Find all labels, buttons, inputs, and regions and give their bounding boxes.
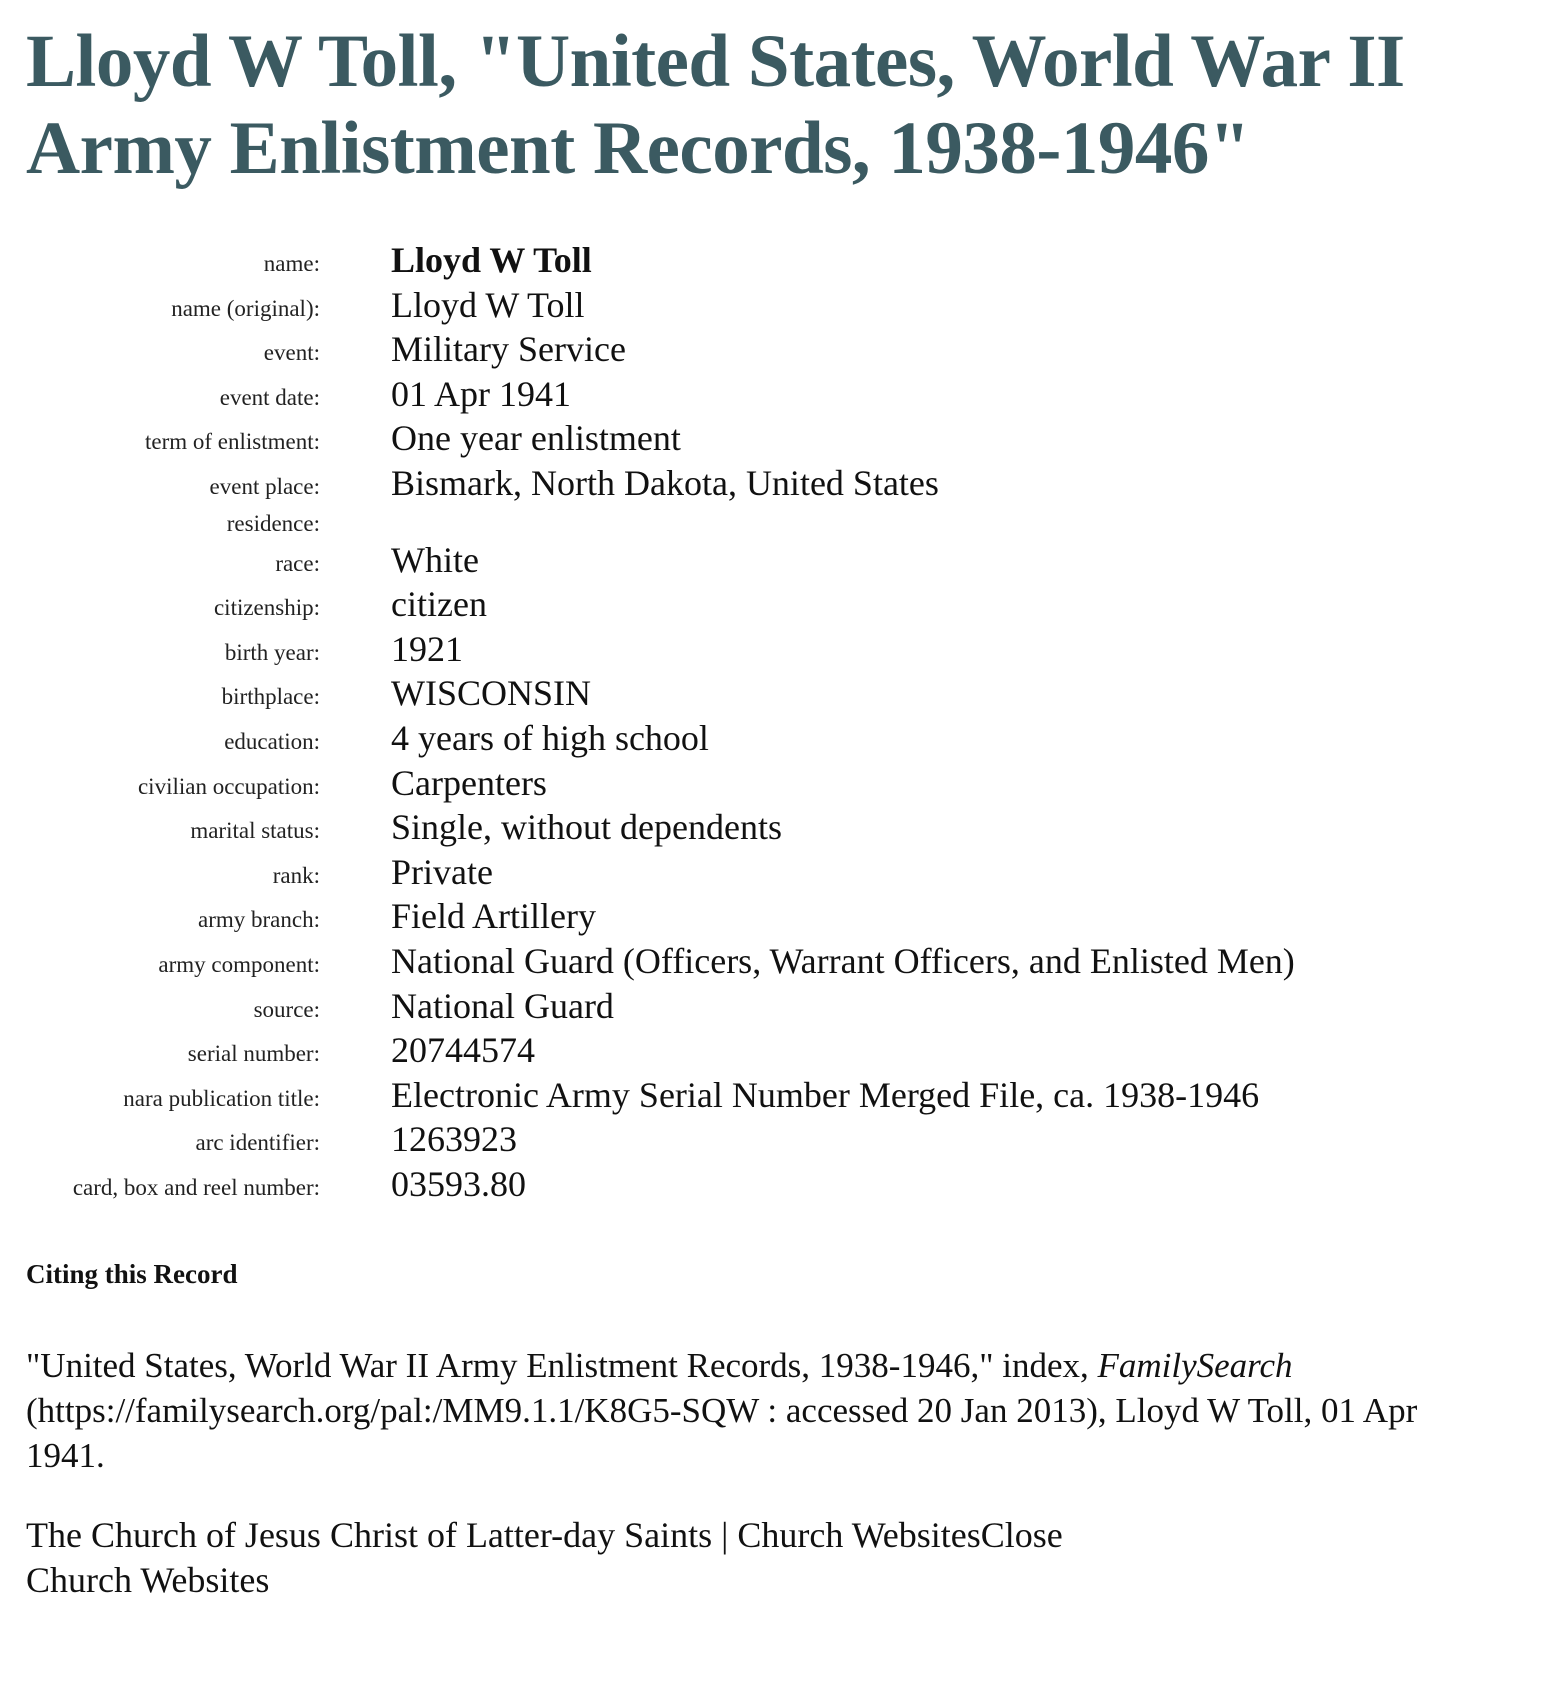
field-row-birthplace [0,672,1500,717]
field-value: National Guard (Officers, Warrant Officers, and Enlisted Men) [391,940,1295,981]
field-label: nara publication title: [123,1085,320,1111]
field-value: National Guard [391,985,614,1026]
field-label: civilian occupation: [137,773,320,799]
field-value: White [391,539,479,580]
field-value: 1263923 [391,1119,517,1160]
field-row-education [0,717,1500,762]
field-value: Lloyd W Toll [391,240,592,280]
citation-text-before: "United States, World War II Army Enlistment Records, 1938-1946," index, [26,1346,1098,1385]
field-value: Lloyd W Toll [391,284,585,325]
field-row-card-box-reel-number [0,1163,1500,1208]
field-label: residence: [226,510,320,536]
field-value: 4 years of high school [391,717,709,758]
field-row-race [0,539,1500,584]
church-websites-link[interactable]: Church Websites [737,1515,981,1555]
field-label: education: [224,728,320,754]
field-value: Private [391,851,493,892]
field-label: event date: [219,384,320,410]
field-label: race: [275,550,320,576]
field-row-birth-year [0,628,1500,673]
page-title: Lloyd W Toll, "United States, World War II Army Enlistment Records, 1938-1946" [26,20,1405,190]
field-label: marital status: [190,818,320,844]
field-row-source [0,985,1500,1030]
field-value: 01 Apr 1941 [391,373,571,414]
field-label: army component: [158,951,320,977]
field-row-nara-publication-title [0,1074,1500,1119]
field-value: Single, without dependents [391,807,782,848]
field-label: rank: [272,862,320,888]
field-label: arc identifier: [195,1130,320,1156]
field-row-marital-status [0,806,1500,851]
citation-text-after: (https://familysearch.org/pal:/MM9.1.1/K8G5-SQW : accessed 20 Jan 2013), Lloyd W Toll, 01 Apr 1941. [26,1391,1418,1475]
field-value: Electronic Army Serial Number Merged File, ca. 1938-1946 [391,1074,1260,1115]
field-label: birthplace: [221,684,320,710]
field-row-event [0,328,1500,373]
citation-text [26,1343,1486,1478]
field-row-serial-number [0,1029,1500,1074]
field-label: term of enlistment: [144,429,320,455]
field-value: 03593.80 [391,1163,526,1204]
field-row-name-original [0,284,1500,329]
field-label: army branch: [198,907,320,933]
field-label: event: [263,340,320,366]
field-label: serial number: [187,1041,320,1067]
field-label: source: [253,996,320,1022]
field-row-arc-identifier [0,1118,1500,1163]
citing-heading: Citing this Record [26,1259,238,1289]
footer [26,1513,1486,1603]
field-row-rank [0,851,1500,896]
field-label: birth year: [224,639,320,665]
citation-site-name: FamilySearch [1097,1346,1293,1385]
footer-church-name: The Church of Jesus Christ of Latter-day Saints [26,1515,713,1555]
field-label: citizenship: [213,595,320,621]
field-label: event place: [209,473,320,499]
field-value: Carpenters [391,762,547,803]
field-row-civilian-occupation [0,762,1500,807]
field-row-name [0,239,1500,284]
field-row-event-place [0,462,1500,507]
record-details [0,239,1500,1207]
field-row-citizenship [0,583,1500,628]
field-row-residence [0,507,1500,539]
field-label: name (original): [171,295,320,321]
field-value: Field Artillery [391,896,596,937]
church-websites-heading: Church Websites [26,1560,270,1600]
field-row-army-component [0,940,1500,985]
field-row-term-of-enlistment [0,417,1500,462]
field-row-army-branch [0,895,1500,940]
field-row-event-date [0,373,1500,418]
field-label: card, box and reel number: [72,1174,320,1200]
field-value: WISCONSIN [391,673,592,714]
field-value: 20744574 [391,1030,535,1071]
field-label: name: [263,251,320,276]
footer-separator: | [712,1515,738,1555]
field-value: citizen [391,584,487,625]
field-value: 1921 [391,628,463,669]
field-value: Military Service [391,329,626,370]
close-button[interactable]: Close [980,1515,1063,1555]
field-value: One year enlistment [391,418,681,459]
field-value: Bismark, North Dakota, United States [391,462,939,503]
